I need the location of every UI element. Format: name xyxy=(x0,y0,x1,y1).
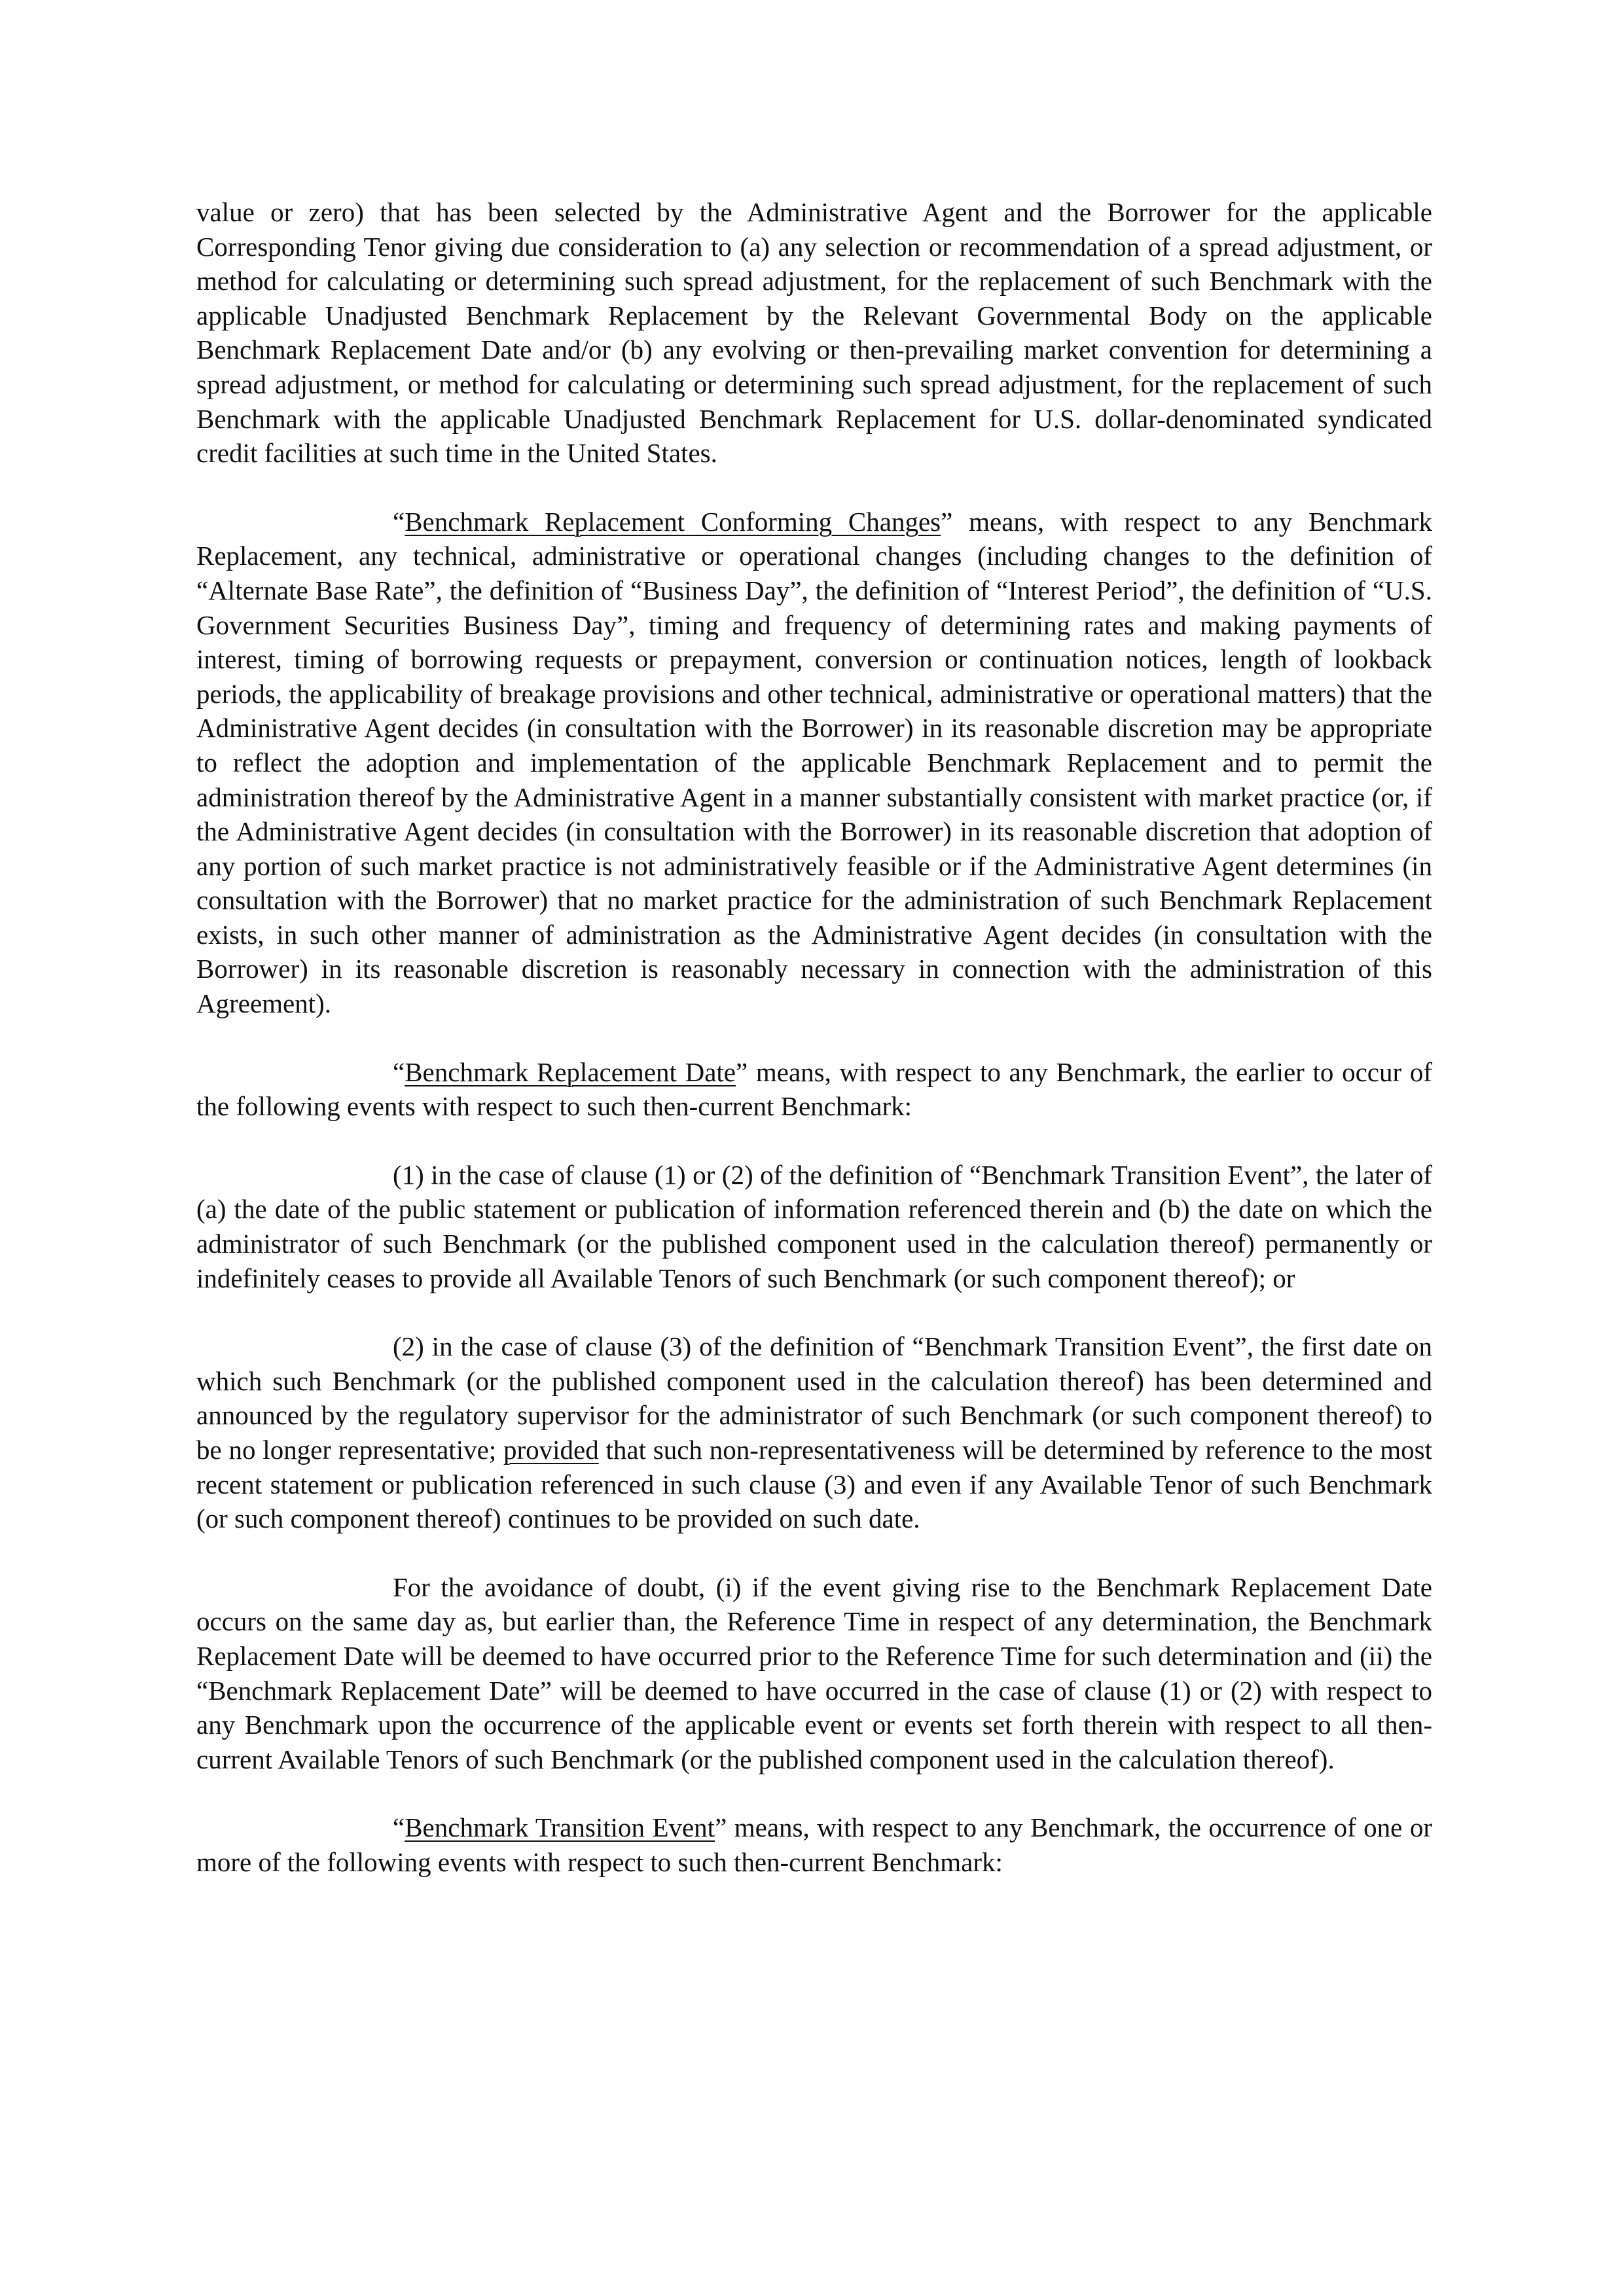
paragraph-text: (1) in the case of clause (1) or (2) of the definition of “Benchmark Transition Event”, the later of (a) the date of the public statement or publication of information referenced therein and (b) the date on which the administrator of such Benchmark (or the published component used in the calculation thereof) permanently or indefinitely ceases to provide all Available Tenors of such Benchmark (or such component thereof); or xyxy=(196,1159,1432,1293)
paragraph-spread-adjustment-continued xyxy=(196,195,1432,471)
paragraph-text: ” means, with respect to any Benchmark, the occurrence of one or more of the following events with respect to such then-current Benchmark: xyxy=(196,1812,1432,1877)
paragraph-replacement-date-definition xyxy=(196,1055,1432,1124)
paragraph-transition-event-definition xyxy=(196,1810,1432,1879)
paragraph-text: that such non-representativeness will be determined by reference to the most recent statement or publication referenced in such clause (3) and even if any Available Tenor of such Benchmark (or such component thereof) continues to be provided on such date. xyxy=(196,1435,1432,1534)
paragraph-avoidance-of-doubt xyxy=(196,1570,1432,1777)
paragraph-text: ” means, with respect to any Benchmark, the earlier to occur of the following events with respect to such then-current Benchmark: xyxy=(196,1056,1432,1122)
defined-term: Benchmark Transition Event xyxy=(405,1812,715,1843)
proviso-term: provided xyxy=(503,1435,599,1465)
document-page xyxy=(196,195,1432,1914)
open-quote: “ xyxy=(393,1812,405,1843)
paragraph-clause-2 xyxy=(196,1329,1432,1536)
paragraph-conforming-changes-definition xyxy=(196,505,1432,1021)
paragraph-text: ” means, with respect to any Benchmark Replacement, any technical, administrative or operational changes (including changes to the definition of “Alternate Base Rate”, the definition of “Business Day”, the definition of “Interest Period”, the definition of “U.S. Government Securities Business Day”, timing and frequency of determining rates and making payments of interest, timing of borrowing requests or prepayment, conversion or continuation notices, length of lookback periods, the applicability of breakage provisions and other technical, administrative or operational matters) that the Administrative Agent decides (in consultation with the Borrower) in its reasonable discretion may be appropriate to reflect the adoption and implementation of the applicable Benchmark Replacement and to permit the administration thereof by the Administrative Agent in a manner substantially consistent with market practice (or, if the Administrative Agent decides (in consultation with the Borrower) in its reasonable discretion that adoption of any portion of such market practice is not administratively feasible or if the Administrative Agent determines (in consultation with the Borrower) that no market practice for the administration of such Benchmark Replacement exists, in such other manner of administration as the Administrative Agent decides (in consultation with the Borrower) in its reasonable discretion is reasonably necessary in connection with the administration of this Agreement). xyxy=(196,506,1432,1019)
open-quote: “ xyxy=(393,506,405,537)
paragraph-text: value or zero) that has been selected by the Administrative Agent and the Borrower for the applicable Corresponding Tenor giving due consideration to (a) any selection or recommendation of a spread adjustment, or method for calculating or determining such spread adjustment, for the replacement of such Benchmark with the applicable Unadjusted Benchmark Replacement by the Relevant Governmental Body on the applicable Benchmark Replacement Date and/or (b) any evolving or then-prevailing market convention for determining a spread adjustment, or method for calculating or determining such spread adjustment, for the replacement of such Benchmark with the applicable Unadjusted Benchmark Replacement for U.S. dollar-denominated syndicated credit facilities at such time in the United States. xyxy=(196,197,1432,469)
defined-term: Benchmark Replacement Conforming Changes xyxy=(405,506,941,537)
paragraph-clause-1 xyxy=(196,1158,1432,1295)
paragraph-text: For the avoidance of doubt, (i) if the event giving rise to the Benchmark Replacement Date occurs on the same day as, but earlier than, the Reference Time in respect of any determination, the Benchmark Replacement Date will be deemed to have occurred prior to the Reference Time for such determination and (ii) the “Benchmark Replacement Date” will be deemed to have occurred in the case of clause (1) or (2) with respect to any Benchmark upon the occurrence of the applicable event or events set forth therein with respect to all then-current Available Tenors of such Benchmark (or the published component used in the calculation thereof). xyxy=(196,1571,1432,1774)
paragraph-text-lead: (2) in the case of clause (3) of the definition of “Benchmark Transition Event”, the first date on which such Benchmark (or the published component used in the calculation thereof) has been determined and announced by the regulatory supervisor for the administrator of such Benchmark (or such component thereof) to be no longer representative; xyxy=(196,1331,1432,1465)
defined-term: Benchmark Replacement Date xyxy=(405,1056,736,1087)
open-quote: “ xyxy=(393,1056,405,1087)
